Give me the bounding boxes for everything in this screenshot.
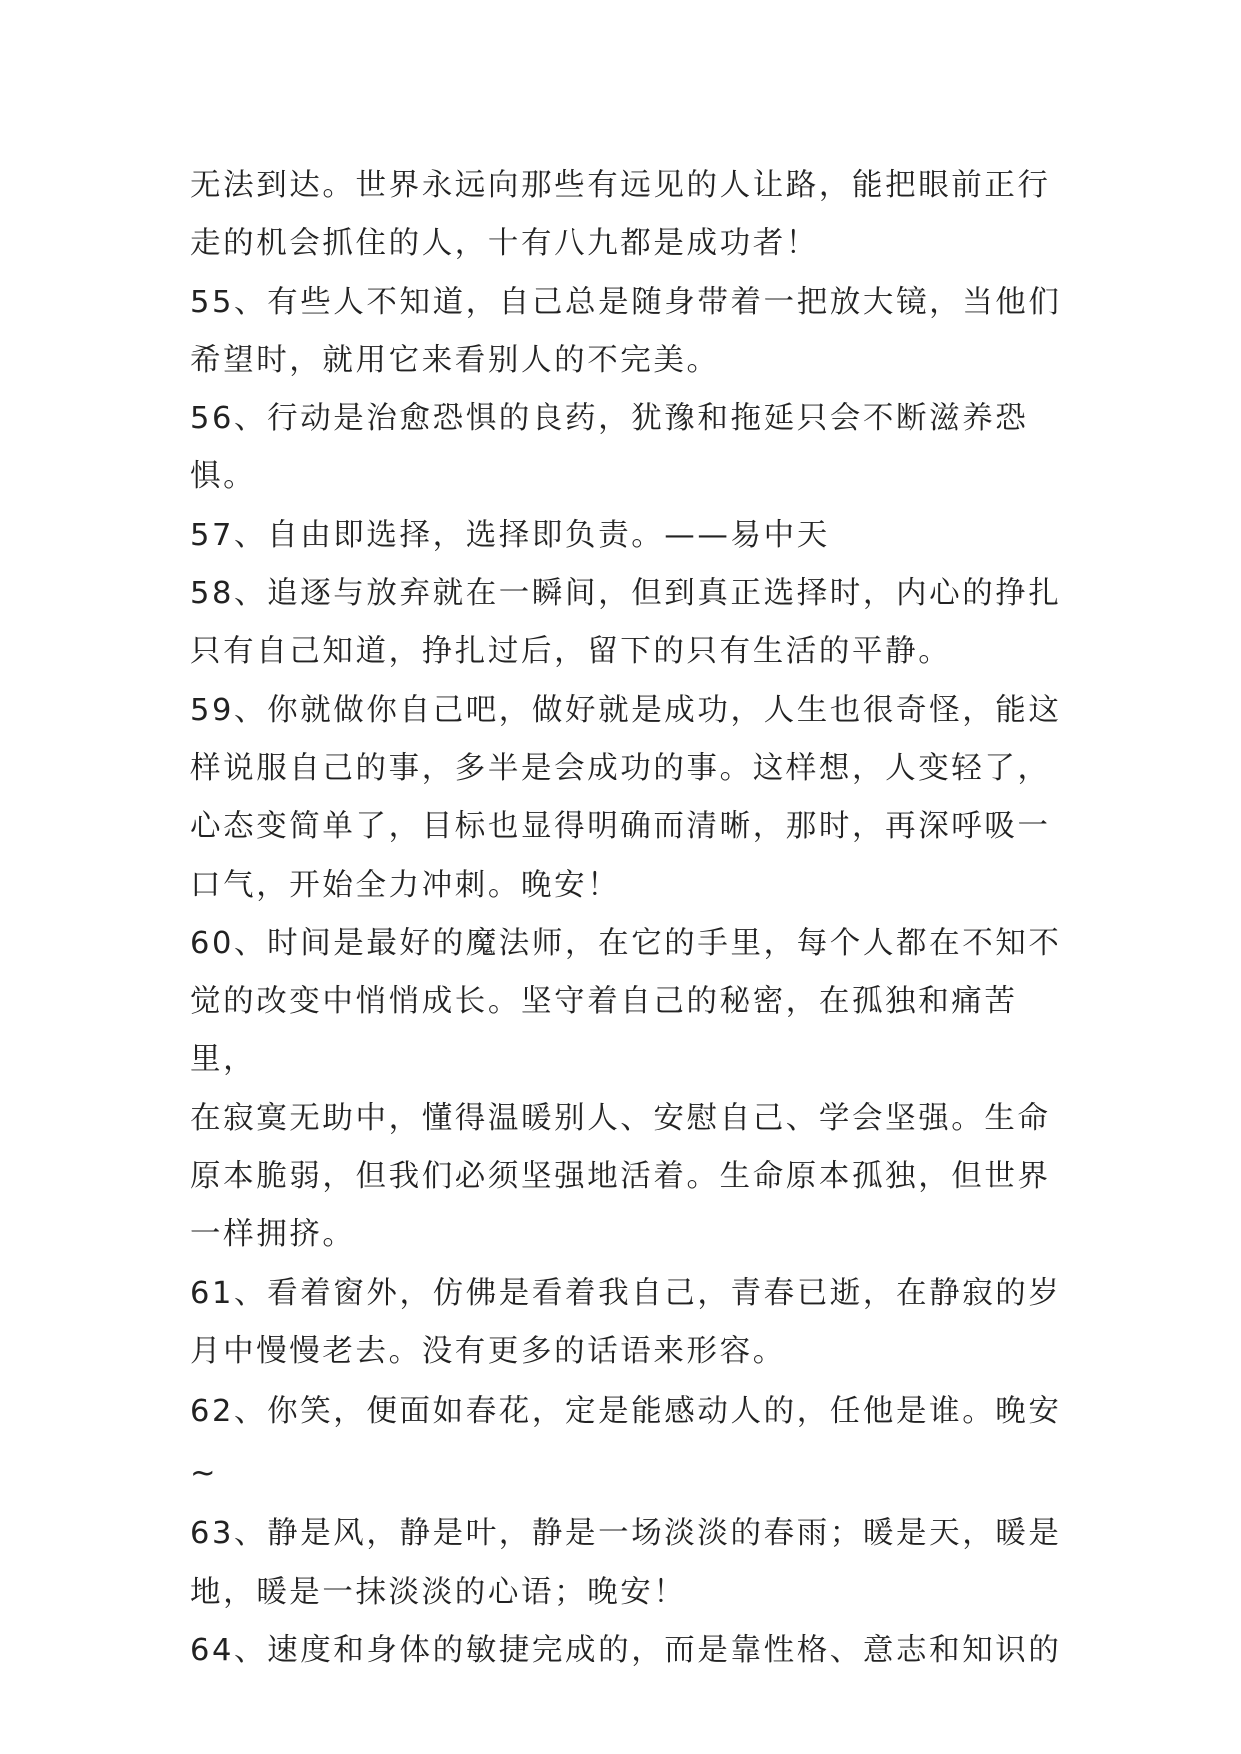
- paragraph-continuation: 无法到达。世界永远向那些有远见的人让路，能把眼前正行 走的机会抓住的人，十有八九都是成功者！: [190, 168, 1051, 262]
- paragraph-55: 55、有些人不知道，自己总是随身带着一把放大镜，当他们 希望时，就用它来看别人的不完美。: [190, 284, 1062, 378]
- paragraph-56: 56、行动是治愈恐惧的良药，犹豫和拖延只会不断滋养恐惧。: [190, 401, 1029, 495]
- paragraph-63: 63、静是风，静是叶，静是一场淡淡的春雨；暖是天，暖是 地，暖是一抹淡淡的心语；晚安！: [190, 1516, 1062, 1610]
- paragraph-64: 64、速度和身体的敏捷完成的，而是靠性格、意志和知识的: [190, 1632, 1062, 1668]
- paragraph-59: 59、你就做你自己吧，做好就是成功，人生也很奇怪，能这 样说服自己的事，多半是会成功的事。这样想，人变轻了， 心态变简单了，目标也显得明确而清晰，那时，再深呼吸一 口气，开始全力冲刺。晚安！: [190, 692, 1062, 903]
- paragraph-60: 60、时间是最好的魔法师，在它的手里，每个人都在不知不 觉的改变中悄悄成长。坚守着自己的秘密，在孤独和痛苦里， 在寂寞无助中，懂得温暖别人、安慰自己、学会坚强。生命 原本脆弱，但我们必须坚强地活着。生命原本孤独，但世界 一样拥挤。: [190, 925, 1062, 1253]
- paragraph-58: 58、追逐与放弃就在一瞬间，但到真正选择时，内心的挣扎 只有自己知道，挣扎过后，留下的只有生活的平静。: [190, 576, 1062, 670]
- document-body: [190, 157, 1070, 1680]
- paragraph-57: 57、自由即选择，选择即负责。——易中天: [190, 517, 830, 553]
- paragraph-61: 61、看着窗外，仿佛是看着我自己，青春已逝，在静寂的岁 月中慢慢老去。没有更多的话语来形容。: [190, 1275, 1062, 1369]
- paragraph-62: 62、你笑，便面如春花，定是能感动人的，任他是谁。晚安 ~: [190, 1394, 1062, 1492]
